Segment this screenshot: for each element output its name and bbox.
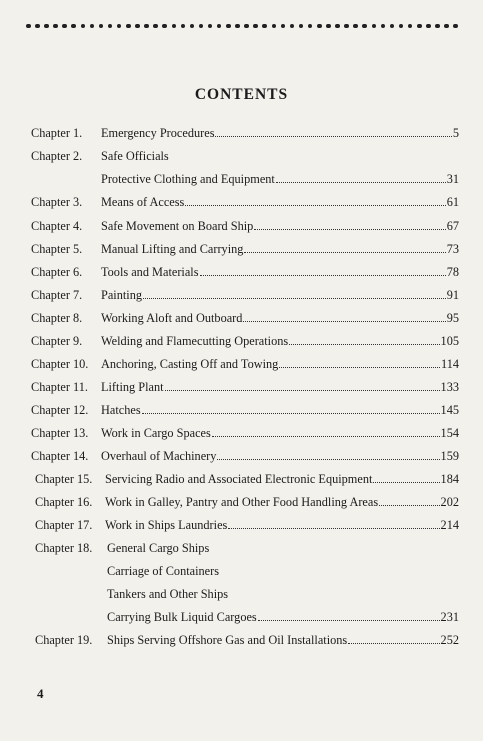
chapter-number: Chapter 1.	[31, 126, 83, 140]
entry-page-number: 5	[452, 126, 459, 140]
toc-row	[0, 241, 483, 257]
page-number: 4	[37, 686, 44, 701]
ornament-dot	[208, 24, 213, 29]
entry-page-number: 202	[440, 495, 459, 509]
entry-page-number: 61	[446, 195, 459, 209]
ornament-dot	[372, 24, 377, 29]
ornament-dot	[181, 24, 186, 29]
toc-entry[interactable]	[101, 425, 459, 441]
chapter-number: Chapter 9.	[31, 334, 83, 348]
entry-title: Work in Ships Laundries	[105, 518, 228, 532]
dot-leader	[379, 504, 439, 506]
entry-page-number: 214	[440, 518, 459, 532]
ornament-dot	[262, 24, 267, 29]
ornament-dot	[317, 24, 322, 29]
ornament-dot	[226, 24, 231, 29]
toc-row	[0, 218, 483, 234]
toc-row	[0, 586, 483, 602]
ornament-dot	[444, 24, 449, 29]
dot-leader	[217, 458, 439, 460]
dot-leader	[215, 135, 451, 137]
toc-entry[interactable]	[101, 333, 459, 349]
entry-title: General Cargo Ships	[107, 541, 210, 555]
toc-row	[0, 563, 483, 579]
ornament-dot	[335, 24, 340, 29]
toc-entry[interactable]	[105, 517, 459, 533]
chapter-number: Chapter 15.	[35, 472, 93, 486]
ornament-dot	[117, 24, 122, 29]
dot-leader	[212, 435, 440, 437]
entry-title: Emergency Procedures	[101, 126, 215, 140]
ornament-dot	[253, 24, 258, 29]
ornament-dot	[81, 24, 86, 29]
ornament-dot	[162, 24, 167, 29]
toc-entry[interactable]	[101, 356, 459, 372]
entry-title: Work in Galley, Pantry and Other Food Handling Areas	[105, 495, 379, 509]
toc-entry[interactable]	[101, 448, 459, 464]
toc-entry[interactable]	[101, 125, 459, 141]
toc-entry[interactable]	[107, 609, 459, 625]
entry-page-number: 184	[440, 472, 459, 486]
ornament-dot	[281, 24, 286, 29]
chapter-number: Chapter 3.	[31, 195, 83, 209]
dot-leader	[348, 642, 439, 644]
dot-leader	[142, 412, 440, 414]
toc-entry[interactable]	[105, 494, 459, 510]
entry-page-number: 31	[446, 172, 459, 186]
toc-row	[0, 494, 483, 510]
toc-row	[0, 448, 483, 464]
entry-title: Lifting Plant	[101, 380, 164, 394]
entry-page-number: 67	[446, 219, 459, 233]
chapter-number: Chapter 13.	[31, 426, 89, 440]
chapter-number: Chapter 14.	[31, 449, 89, 463]
ornament-dot	[390, 24, 395, 29]
ornament-dot	[435, 24, 440, 29]
chapter-number: Chapter 2.	[31, 149, 83, 163]
toc-row	[0, 402, 483, 418]
dot-leader	[165, 389, 440, 391]
ornament-dot	[71, 24, 76, 29]
entry-title: Carrying Bulk Liquid Cargoes	[107, 610, 257, 624]
dot-leader	[243, 320, 445, 322]
ornament-dot	[381, 24, 386, 29]
ornament-dot	[90, 24, 95, 29]
ornament-dot	[172, 24, 177, 29]
ornament-dot	[126, 24, 131, 29]
entry-title: Carriage of Containers	[107, 564, 219, 578]
entry-page-number: 91	[446, 288, 459, 302]
ornament-dot	[190, 24, 195, 29]
entry-title: Servicing Radio and Associated Electronic Equipment	[105, 472, 373, 486]
chapter-number: Chapter 16.	[35, 495, 93, 509]
toc-row	[0, 379, 483, 395]
toc-row	[0, 171, 483, 187]
toc-row	[0, 471, 483, 487]
dot-leader	[228, 527, 439, 529]
dot-leader	[258, 619, 440, 621]
chapter-number: Chapter 8.	[31, 311, 83, 325]
toc-row	[0, 632, 483, 648]
entry-page-number: 159	[440, 449, 459, 463]
dot-leader	[289, 343, 439, 345]
ornament-dot	[108, 24, 113, 29]
chapter-number: Chapter 12.	[31, 403, 89, 417]
ornament-dot	[144, 24, 149, 29]
entry-page-number: 95	[446, 311, 459, 325]
ornament-dot	[35, 24, 40, 29]
toc-row	[0, 148, 483, 164]
entry-page-number: 73	[446, 242, 459, 256]
toc-entry[interactable]	[101, 218, 459, 234]
chapter-number: Chapter 4.	[31, 219, 83, 233]
entry-title: Welding and Flamecutting Operations	[101, 334, 289, 348]
ornament-dot	[26, 24, 31, 29]
toc-row	[0, 609, 483, 625]
chapter-number: Chapter 19.	[35, 633, 93, 647]
dotted-rule	[26, 22, 458, 30]
ornament-dot	[299, 24, 304, 29]
toc-row	[0, 264, 483, 280]
ornament-dot	[272, 24, 277, 29]
toc-entry[interactable]	[107, 563, 219, 579]
toc-row	[0, 310, 483, 326]
dot-leader	[185, 204, 445, 206]
dot-leader	[279, 366, 440, 368]
dot-leader	[254, 228, 445, 230]
dot-leader	[276, 181, 446, 183]
ornament-dot	[235, 24, 240, 29]
entry-page-number: 154	[440, 426, 459, 440]
ornament-dot	[426, 24, 431, 29]
entry-title: Working Aloft and Outboard	[101, 311, 243, 325]
chapter-number: Chapter 6.	[31, 265, 83, 279]
toc-entry[interactable]	[105, 471, 459, 487]
entry-title: Tools and Materials	[101, 265, 199, 279]
toc-row	[0, 425, 483, 441]
toc-row	[0, 194, 483, 210]
toc-row	[0, 517, 483, 533]
ornament-dot	[453, 24, 458, 29]
ornament-dot	[326, 24, 331, 29]
ornament-dot	[62, 24, 67, 29]
toc-entry[interactable]	[101, 310, 459, 326]
toc-entry[interactable]	[107, 540, 209, 556]
ornament-dot	[362, 24, 367, 29]
entry-title: Manual Lifting and Carrying	[101, 242, 244, 256]
toc-row	[0, 356, 483, 372]
toc-entry[interactable]	[101, 171, 459, 187]
entry-page-number: 252	[440, 633, 459, 647]
entry-title: Overhaul of Machinery	[101, 449, 217, 463]
entry-title: Protective Clothing and Equipment	[101, 172, 275, 186]
chapter-number: Chapter 11.	[31, 380, 88, 394]
ornament-dot	[290, 24, 295, 29]
entry-title: Tankers and Other Ships	[107, 587, 229, 601]
toc-entry[interactable]	[101, 287, 459, 303]
entry-title: Work in Cargo Spaces	[101, 426, 211, 440]
entry-title: Anchoring, Casting Off and Towing	[101, 357, 279, 371]
toc-entry[interactable]	[101, 241, 459, 257]
entry-title: Means of Access	[101, 195, 185, 209]
toc-entry[interactable]	[107, 632, 459, 648]
chapter-number: Chapter 10.	[31, 357, 89, 371]
dot-leader	[373, 481, 439, 483]
chapter-number: Chapter 7.	[31, 288, 83, 302]
toc-entry[interactable]	[107, 586, 228, 602]
ornament-dot	[399, 24, 404, 29]
chapter-number: Chapter 17.	[35, 518, 93, 532]
entry-title: Safe Officials	[101, 149, 169, 163]
dot-leader	[143, 297, 446, 299]
toc-row	[0, 287, 483, 303]
toc-entry[interactable]	[101, 402, 459, 418]
ornament-dot	[153, 24, 158, 29]
ornament-dot	[353, 24, 358, 29]
page-title: CONTENTS	[194, 86, 289, 103]
dot-leader	[244, 251, 445, 253]
ornament-dot	[417, 24, 422, 29]
entry-page-number: 133	[440, 380, 459, 394]
entry-page-number: 145	[440, 403, 459, 417]
ornament-dot	[99, 24, 104, 29]
entry-title: Ships Serving Offshore Gas and Oil Installations	[107, 633, 348, 647]
toc-entry[interactable]	[101, 194, 459, 210]
ornament-dot	[217, 24, 222, 29]
toc-entry[interactable]	[101, 379, 459, 395]
ornament-dot	[44, 24, 49, 29]
ornament-dot	[344, 24, 349, 29]
toc-row	[0, 125, 483, 141]
toc-row	[0, 333, 483, 349]
entry-page-number: 231	[440, 610, 459, 624]
chapter-number: Chapter 5.	[31, 242, 83, 256]
toc-entry[interactable]	[101, 264, 459, 280]
entry-page-number: 105	[440, 334, 459, 348]
entry-title: Safe Movement on Board Ship	[101, 219, 254, 233]
ornament-dot	[135, 24, 140, 29]
dot-leader	[200, 274, 446, 276]
ornament-dot	[408, 24, 413, 29]
toc-entry[interactable]	[101, 148, 169, 164]
entry-page-number: 78	[446, 265, 459, 279]
ornament-dot	[308, 24, 313, 29]
ornament-dot	[53, 24, 58, 29]
entry-page-number: 114	[441, 357, 459, 371]
ornament-dot	[199, 24, 204, 29]
toc-row	[0, 540, 483, 556]
ornament-dot	[244, 24, 249, 29]
entry-title: Painting	[101, 288, 142, 302]
chapter-number: Chapter 18.	[35, 541, 93, 555]
entry-title: Hatches	[101, 403, 141, 417]
